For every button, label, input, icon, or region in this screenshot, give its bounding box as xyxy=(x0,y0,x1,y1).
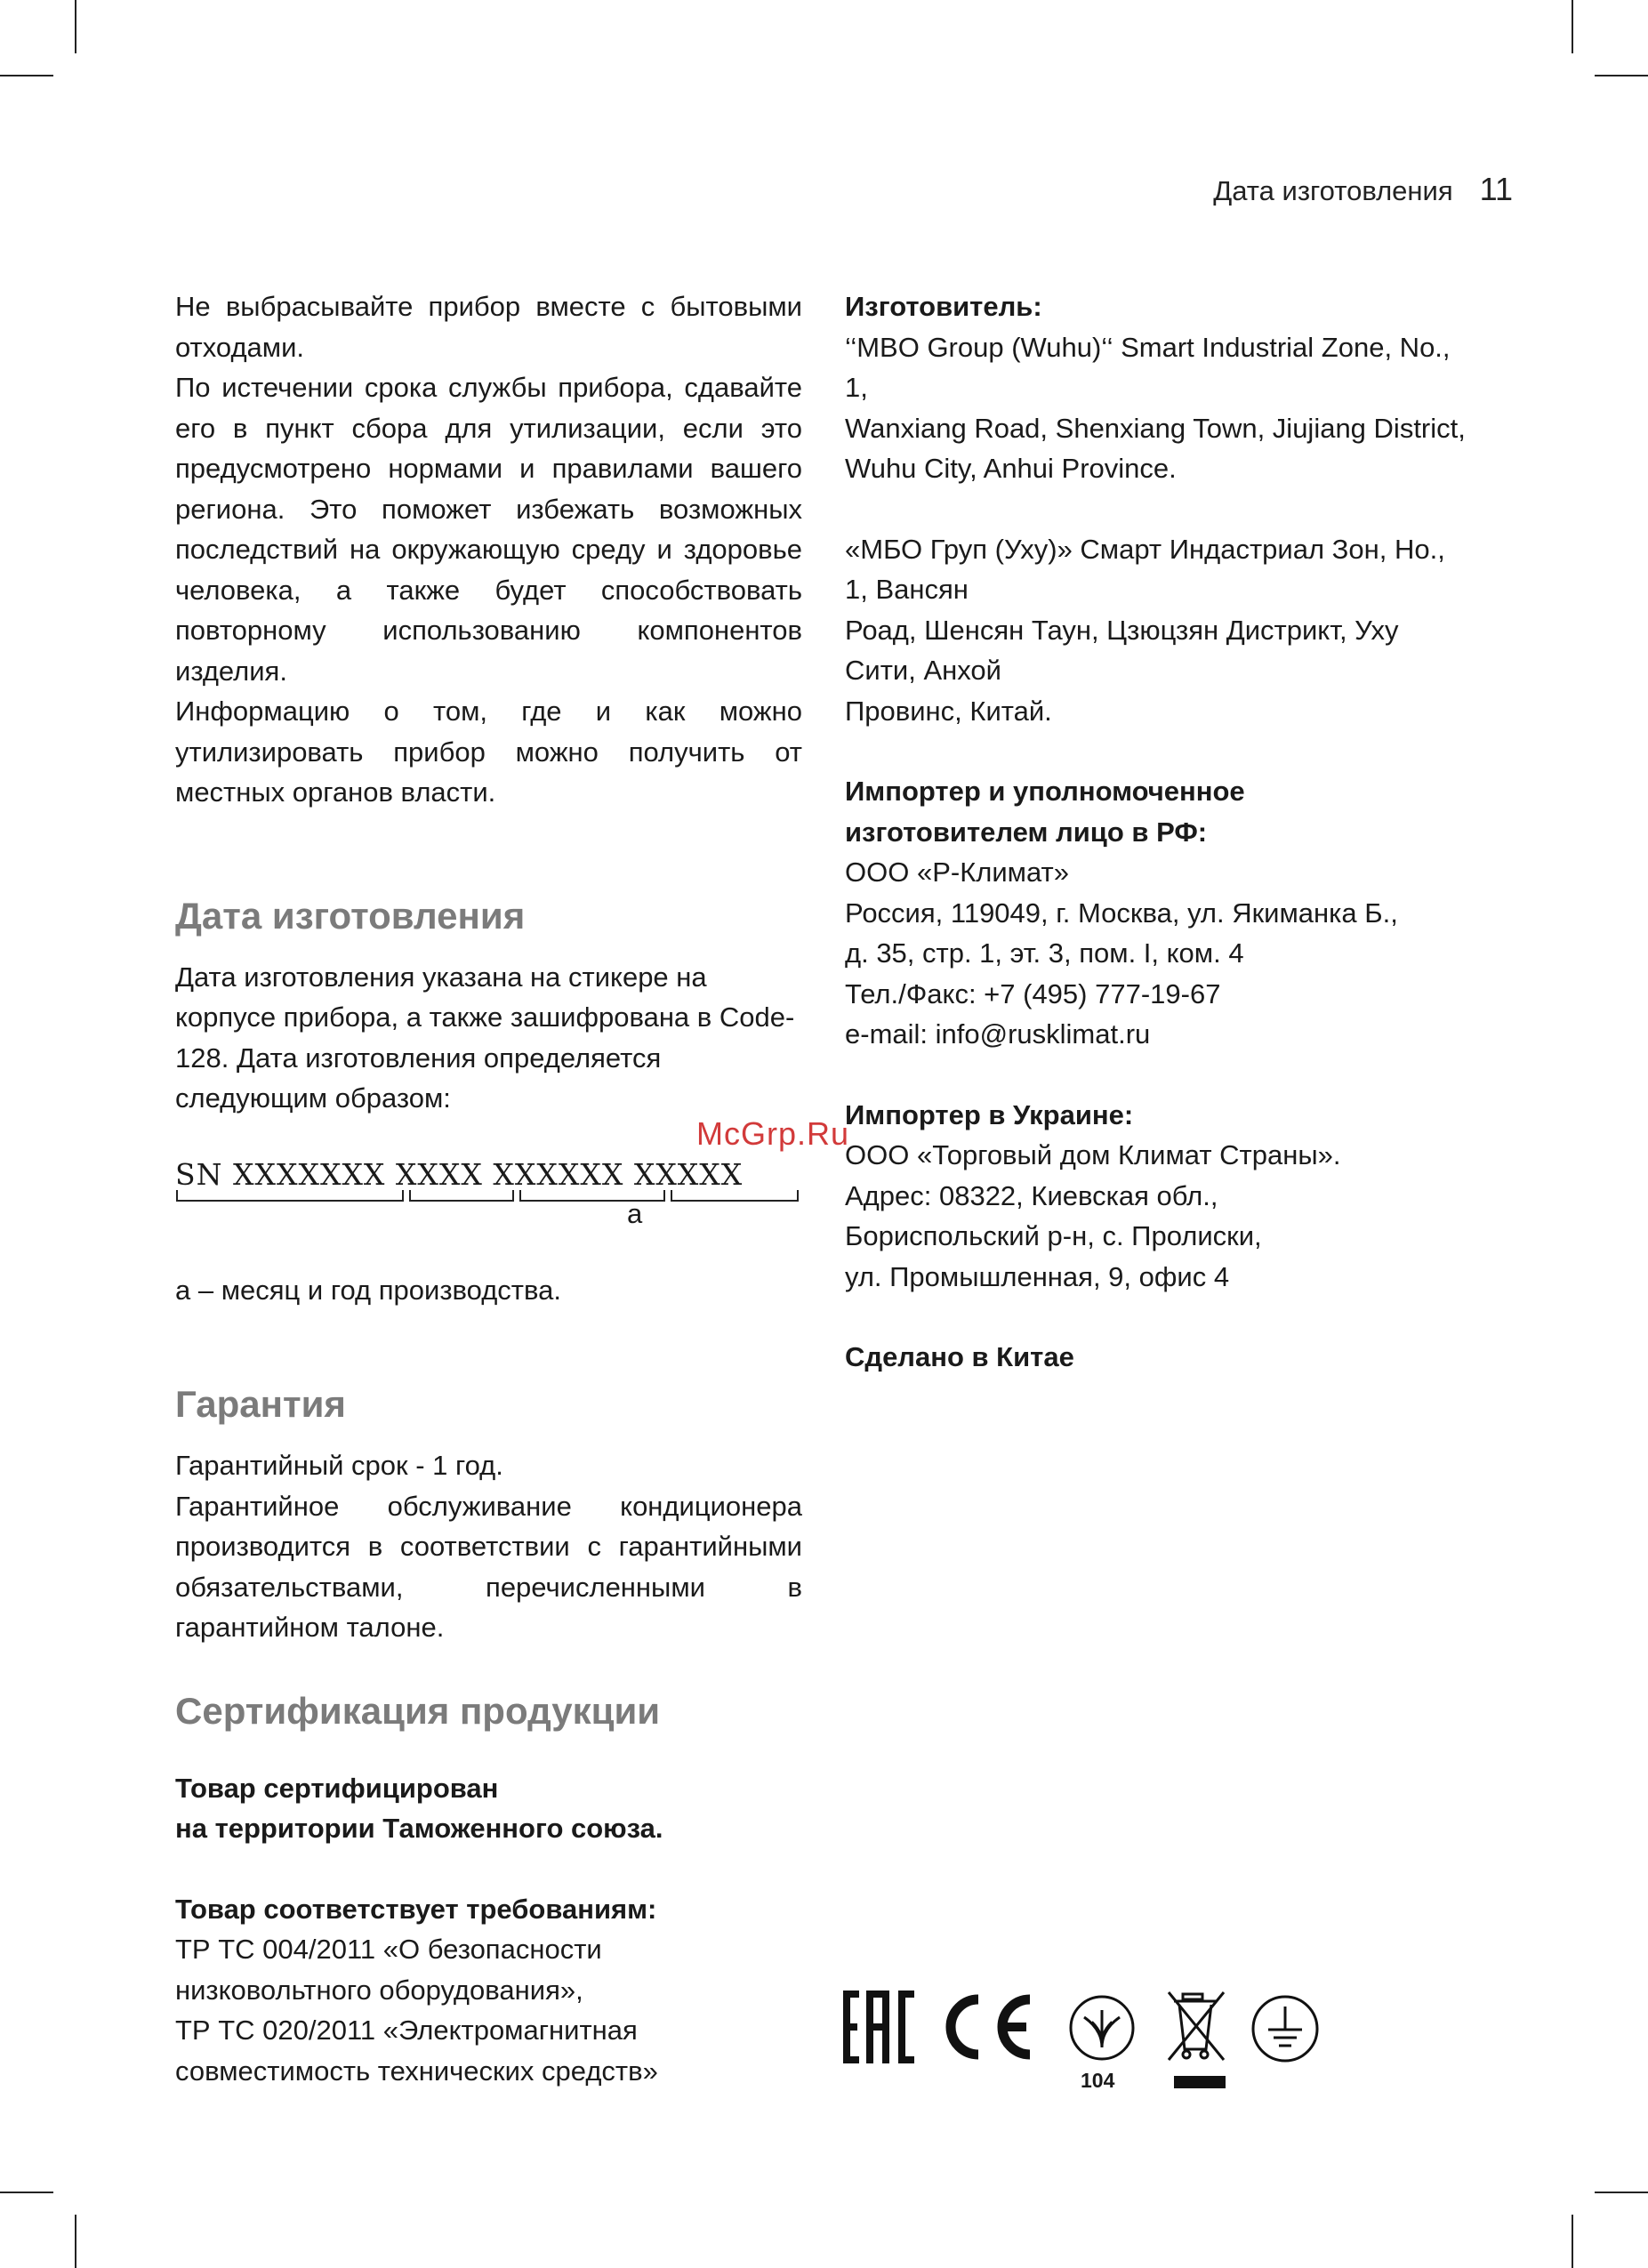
manufacture-date-heading: Дата изготовления xyxy=(175,894,526,937)
watermark: McGrp.Ru xyxy=(696,1115,850,1152)
serial-number-code: SN XXXXXXX XXXX XXXXXX XXXXX xyxy=(175,1156,744,1192)
importer-rf-address-2: д. 35, стр. 1, эт. 3, пом. I, ком. 4 xyxy=(845,937,1244,969)
disposal-paragraph-1: Не выбрасывайте прибор вместе с бытовыми отходами. xyxy=(175,291,802,363)
disposal-paragraph-2: По истечении срока службы прибора, сдавайте его в пункт сбора для утилизации, если это предусмотрено нормами и правилами вашего региона. Это поможет избежать возможных последствий на окружающую среду и здоровье человека, а также будет способствовать повторному использованию компонентов изделия. xyxy=(175,372,802,687)
certification-line-4: совместимость технических средств» xyxy=(175,2055,658,2087)
manufacturer-address-en-2: Wanxiang Road, Shenxiang Town, Jiujiang District, Wuhu City, Anhui Province. xyxy=(845,412,1466,484)
serial-number-diagram xyxy=(175,1154,802,1235)
serial-number-label: a xyxy=(627,1197,643,1229)
conformity-marks xyxy=(843,1983,1323,2117)
eac-mark-icon xyxy=(843,1991,914,2063)
manufacturer-address-ru-2: Роад, Шенсян Таун, Цзюцзян Дистрикт, Уху Сити, Анхой xyxy=(845,614,1399,686)
warranty-term: Гарантийный срок - 1 год. xyxy=(175,1450,503,1481)
certification-bold-line-2: на территории Таможенного союза. xyxy=(175,1813,663,1844)
made-in-china: Сделано в Китае xyxy=(845,1341,1074,1372)
crop-mark xyxy=(0,75,53,76)
ce-mark-icon xyxy=(937,1992,1037,2062)
left-column xyxy=(175,286,802,2091)
ukraine-mark-number: 104 xyxy=(1081,2069,1115,2092)
warranty-heading: Гарантия xyxy=(175,1383,346,1425)
crop-mark xyxy=(0,2192,53,2193)
importer-rf-label-2: изготовителем лицо в РФ: xyxy=(845,816,1208,848)
manufacture-date-legend: а – месяц и год производства. xyxy=(175,1274,561,1306)
certification-line-1: ТР ТС 004/2011 «О безопасности xyxy=(175,1934,602,1965)
page-number: 11 xyxy=(1479,171,1513,207)
importer-rf-phone: Тел./Факс: +7 (495) 777-19-67 xyxy=(845,977,1221,1009)
running-header xyxy=(1213,171,1513,208)
certification-heading: Сертификация продукции xyxy=(175,1689,661,1732)
ukraine-conformity-icon xyxy=(1068,1994,1136,2062)
crop-mark xyxy=(75,2215,76,2268)
importer-ua-label: Импортер в Украине: xyxy=(845,1098,1134,1130)
importer-ua-address-3: ул. Промышленная, 9, офис 4 xyxy=(845,1260,1230,1292)
header-title: Дата изготовления xyxy=(1213,175,1453,206)
importer-rf-company: ООО «Р-Климат» xyxy=(845,857,1069,888)
importer-rf-label-1: Импортер и уполномоченное xyxy=(845,776,1245,807)
certification-line-3: ТР ТС 020/2011 «Электромагнитная xyxy=(175,2015,638,2046)
certification-line-2: низковольтного оборудования», xyxy=(175,1974,583,2006)
serial-number-brackets xyxy=(175,1188,802,1206)
manufacturer-address-ru-1: «МБО Груп (Ухy)» Смарт Индастриал Зон, Но., 1, Вансян xyxy=(845,533,1445,605)
importer-rf-address-1: Россия, 119049, г. Москва, ул. Якиманка Б., xyxy=(845,897,1398,929)
importer-ua-address-2: Бориспольский р-н, с. Пролиски, xyxy=(845,1220,1262,1251)
crop-mark xyxy=(1595,75,1648,76)
ground-symbol-icon xyxy=(1250,1994,1320,2063)
certification-requirements-label: Товар соответствует требованиям: xyxy=(175,1893,657,1925)
crop-mark xyxy=(1572,0,1573,53)
manufacture-date-text: Дата изготовления указана на стикере на корпусе прибора, а также зашифрована в Code-128. Дата изготовления определяется следующим образом: xyxy=(175,961,795,1114)
importer-ua-company: ООО «Торговый дом Климат Страны». xyxy=(845,1139,1341,1170)
crop-mark xyxy=(1572,2215,1573,2268)
importer-ua-address-1: Адрес: 08322, Киевская обл., xyxy=(845,1179,1218,1211)
weee-crossed-bin-icon xyxy=(1165,1987,1229,2090)
disposal-paragraph-3: Информацию о том, где и как можно утилизировать прибор можно получить от местных органов власти. xyxy=(175,696,802,808)
importer-rf-email: e-mail: info@rusklimat.ru xyxy=(845,1018,1151,1050)
right-column xyxy=(845,286,1467,1378)
manufacturer-address-en-1: ‘‘MBO Group (Wuhu)‘‘ Smart Industrial Zone, No., 1, xyxy=(845,331,1451,403)
crop-mark xyxy=(1595,2192,1648,2193)
manufacturer-label: Изготовитель: xyxy=(845,291,1042,322)
certification-bold-line-1: Товар сертифицирован xyxy=(175,1772,499,1804)
manufacturer-address-ru-3: Провинс, Китай. xyxy=(845,695,1052,727)
crop-mark xyxy=(75,0,76,53)
warranty-text: Гарантийное обслуживание кондиционера производится в соответствии с гарантийными обязательствами, перечисленными в гарантийном талоне. xyxy=(175,1490,802,1643)
